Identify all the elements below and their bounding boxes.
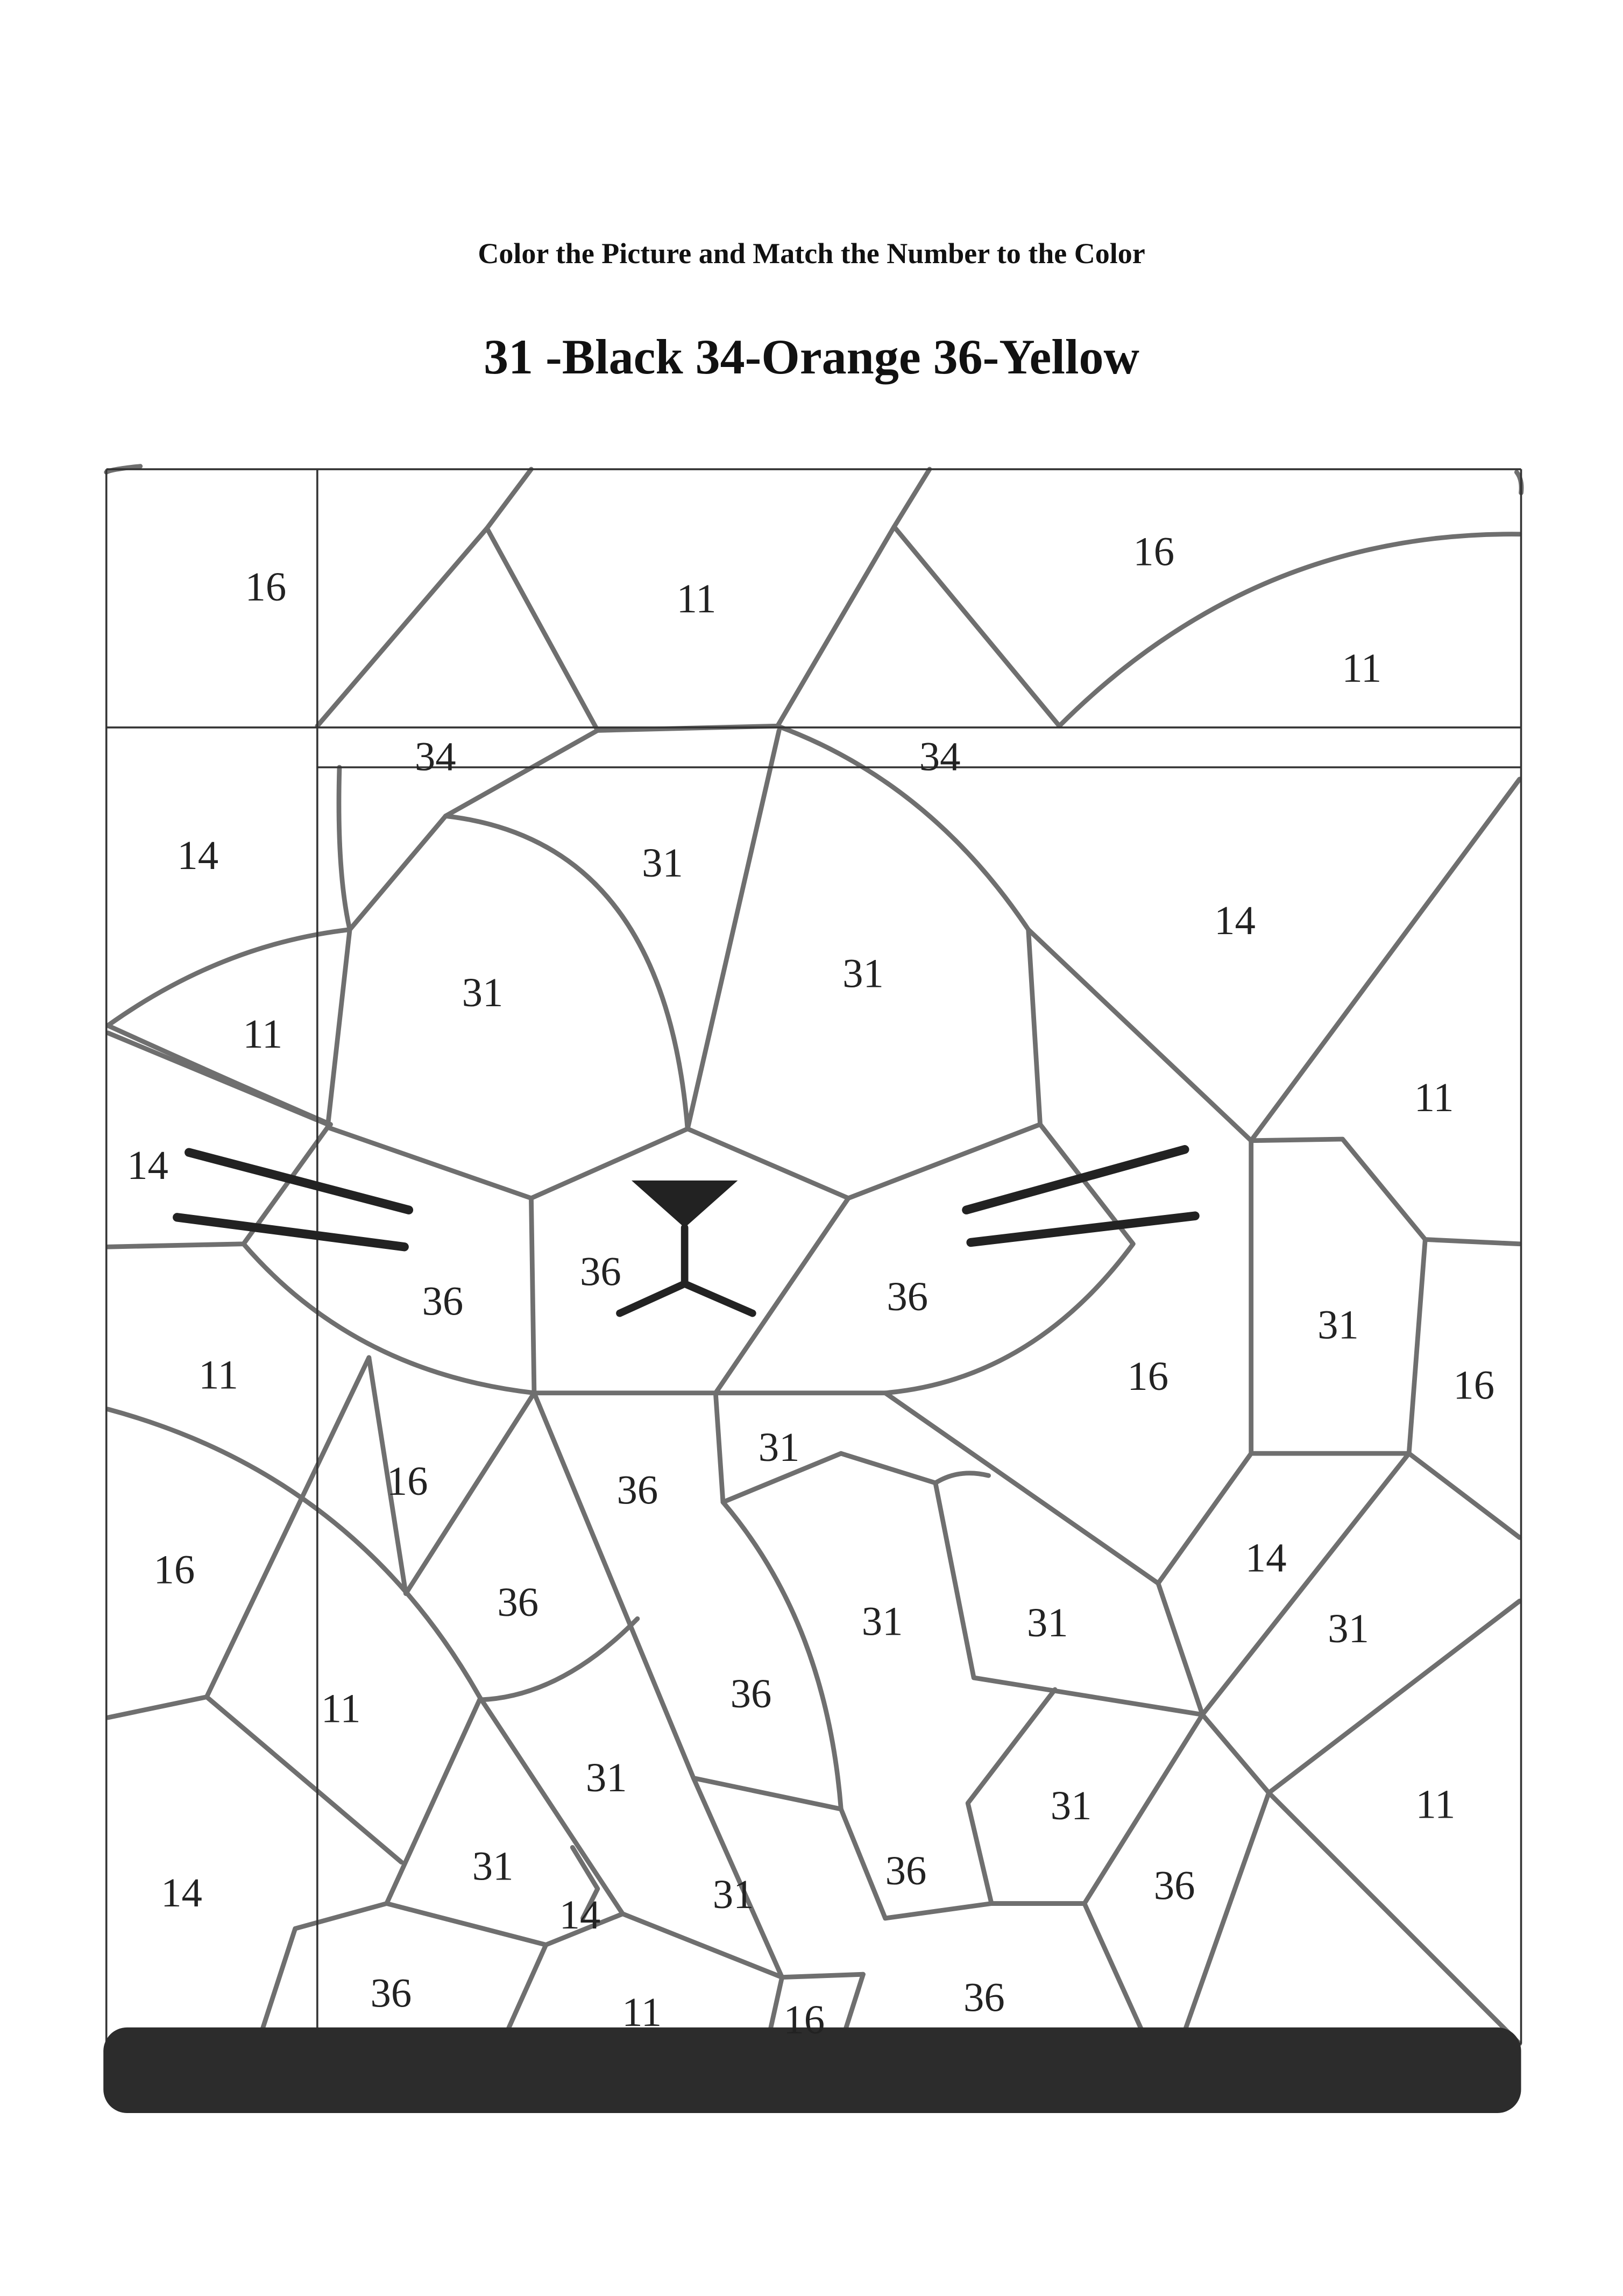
region-number: 11 [321, 1685, 361, 1732]
region-number: 14 [559, 1892, 601, 1938]
region-number: 16 [783, 1996, 825, 2043]
region-outline [387, 1700, 863, 1977]
region-number: 31 [842, 950, 884, 997]
region-number: 14 [177, 832, 219, 879]
region-outline [244, 1244, 716, 1393]
region-outline [777, 726, 1040, 1124]
region-number: 31 [712, 1871, 754, 1917]
whisker [971, 1216, 1195, 1242]
worksheet-instruction: Color the Picture and Match the Number to the Color [478, 237, 1145, 270]
region-outline [339, 767, 350, 930]
region-number: 14 [161, 1870, 202, 1916]
region-outline [1059, 534, 1520, 726]
region-outline [479, 1619, 637, 1700]
region-outline [688, 730, 779, 1128]
region-outline [108, 1033, 328, 1125]
region-number: 31 [861, 1598, 903, 1644]
region-number: 16 [1453, 1362, 1495, 1408]
region-number: 31 [642, 839, 683, 886]
region-outline [715, 1125, 1133, 1393]
region-outline [1180, 1793, 1269, 2044]
region-outline [968, 1690, 1055, 1904]
region-number: 31 [472, 1843, 514, 1889]
region-number: 14 [1214, 897, 1256, 943]
region-outline [1251, 1141, 1426, 1453]
region-number: 31 [585, 1755, 627, 1801]
region-outline [693, 1778, 841, 1809]
region-number: 31 [1026, 1600, 1068, 1646]
region-number: 36 [579, 1248, 621, 1295]
region-outline [894, 469, 930, 527]
cat-face-features [177, 1149, 1195, 1313]
region-outline [1269, 1793, 1520, 2044]
region-number: 31 [1050, 1783, 1092, 1829]
region-number: 16 [1127, 1353, 1169, 1400]
region-outlines [107, 467, 1521, 2110]
region-number: 36 [497, 1579, 539, 1625]
region-outline [841, 1453, 935, 1483]
mouth-line [620, 1284, 753, 1313]
region-number: 34 [414, 733, 456, 780]
region-outline [715, 1198, 848, 1393]
color-legend: 31 -Black 34-Orange 36-Yellow [484, 329, 1139, 384]
region-number: 11 [243, 1011, 283, 1057]
region-outline [328, 730, 598, 1127]
region-number: 16 [1133, 528, 1175, 575]
region-outline [1251, 1139, 1520, 1244]
region-number: 36 [885, 1847, 927, 1894]
region-number: 36 [1153, 1862, 1195, 1909]
region-number: 36 [616, 1467, 658, 1513]
region-number: 11 [622, 1989, 662, 2036]
region-number: 31 [758, 1424, 800, 1470]
region-number: 34 [919, 733, 961, 780]
region-outline [598, 527, 1059, 730]
nose-icon [632, 1181, 738, 1228]
picture-frame [107, 469, 1521, 2044]
region-outline [317, 528, 598, 731]
region-outline [108, 930, 350, 1125]
region-outline [108, 1358, 368, 1718]
region-number: 31 [462, 970, 504, 1016]
region-number: 36 [422, 1278, 464, 1324]
region-number: 11 [1415, 1781, 1456, 1827]
region-number: 36 [887, 1274, 929, 1320]
region-number: 36 [963, 1974, 1005, 2021]
region-outline [108, 1409, 622, 1914]
region-number: 11 [1342, 645, 1382, 691]
region-outline [723, 1502, 841, 1809]
region-outline [885, 1393, 1251, 1584]
region-number: 11 [199, 1352, 239, 1398]
region-number: 11 [1414, 1074, 1454, 1120]
region-number: 16 [153, 1546, 195, 1593]
region-number: 16 [386, 1458, 428, 1504]
region-outline [1158, 1453, 1520, 1714]
region-number: 36 [370, 1970, 412, 2016]
whisker [189, 1153, 409, 1210]
region-outline [369, 1198, 534, 1594]
region-number: 31 [1328, 1606, 1370, 1652]
region-outline [487, 469, 531, 528]
whisker [966, 1149, 1185, 1210]
region-number: 31 [1317, 1302, 1359, 1348]
region-number: 36 [730, 1670, 772, 1716]
region-number: 14 [1245, 1535, 1287, 1581]
region-number: 14 [127, 1142, 168, 1189]
region-outline [207, 1697, 401, 1862]
region-number: 16 [245, 564, 287, 610]
region-number: 11 [676, 576, 717, 622]
